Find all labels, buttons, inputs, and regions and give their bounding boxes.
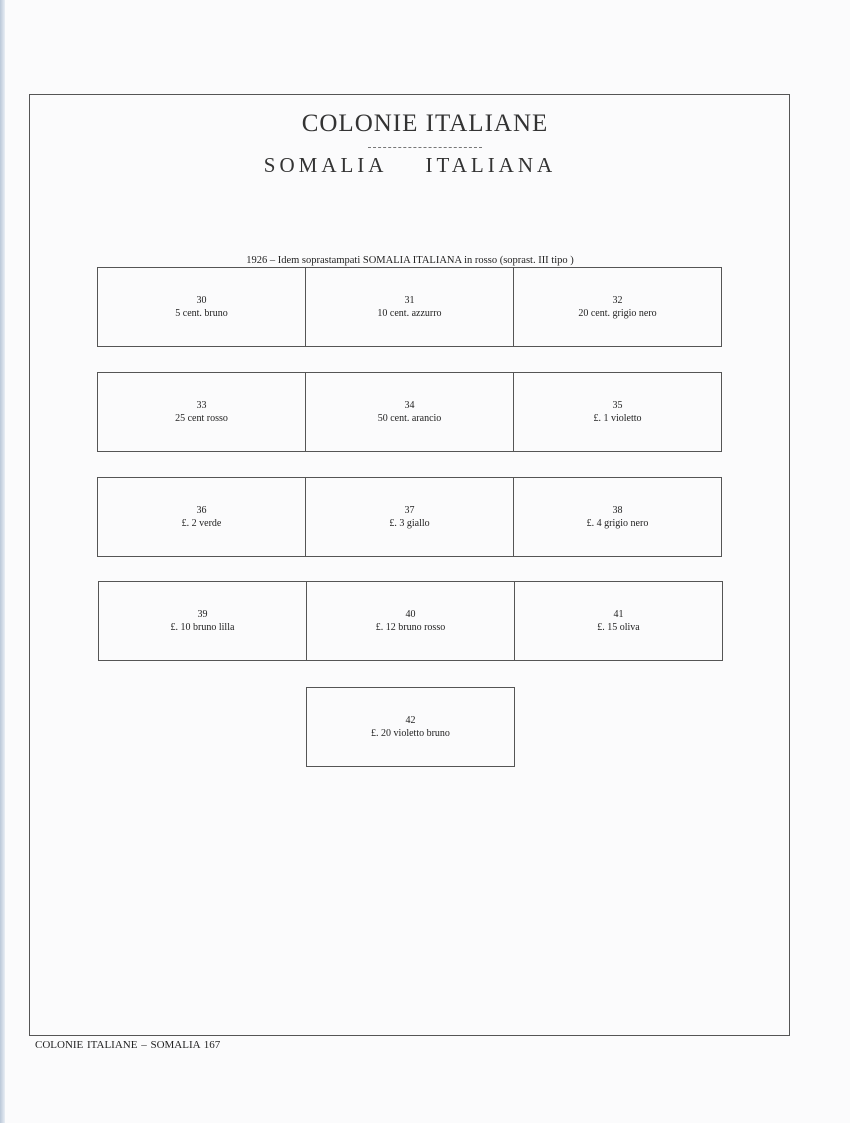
stamp-row-4 bbox=[98, 581, 723, 661]
stamp-number: 36 bbox=[196, 505, 207, 516]
stamp-space-42 bbox=[306, 687, 515, 767]
stamp-number: 34 bbox=[404, 400, 415, 411]
stamp-space-36 bbox=[97, 477, 306, 557]
stamp-number: 33 bbox=[196, 400, 207, 411]
stamp-space-37 bbox=[305, 477, 514, 557]
stamp-space-32 bbox=[513, 267, 722, 347]
stamp-description: £. 4 grigio nero bbox=[586, 518, 649, 529]
stamp-number: 32 bbox=[612, 295, 623, 306]
stamp-row-3 bbox=[97, 477, 722, 557]
stamp-row-5 bbox=[306, 687, 515, 767]
stamp-space-40 bbox=[306, 581, 515, 661]
stamp-space-34 bbox=[305, 372, 514, 452]
stamp-description: £. 15 oliva bbox=[597, 622, 640, 633]
page-frame bbox=[29, 94, 790, 1036]
stamp-number: 30 bbox=[196, 295, 207, 306]
stamp-space-39 bbox=[98, 581, 307, 661]
page-subtitle: SOMALIA ITALIANA bbox=[263, 153, 557, 177]
stamp-number: 38 bbox=[612, 505, 623, 516]
page-footer: COLONIE ITALIANE – SOMALIA 167 bbox=[35, 1039, 221, 1051]
stamp-description: 10 cent. azzurro bbox=[377, 308, 442, 319]
stamp-space-30 bbox=[97, 267, 306, 347]
stamp-number: 41 bbox=[613, 609, 624, 620]
stamp-number: 39 bbox=[197, 609, 208, 620]
stamp-number: 42 bbox=[405, 715, 416, 726]
stamp-space-31 bbox=[305, 267, 514, 347]
stamp-description: £. 2 verde bbox=[181, 518, 222, 529]
stamp-row-1 bbox=[97, 267, 722, 347]
stamp-description: 5 cent. bruno bbox=[175, 308, 228, 319]
stamp-number: 37 bbox=[404, 505, 415, 516]
series-caption: 1926 – Idem soprastampati SOMALIA ITALIANA in rosso (soprast. III tipo ) bbox=[246, 255, 574, 266]
stamp-description: £. 10 bruno lilla bbox=[170, 622, 235, 633]
page-title: COLONIE ITALIANE bbox=[301, 110, 549, 137]
stamp-description: 25 cent rosso bbox=[175, 413, 228, 424]
stamp-description: £. 20 violetto bruno bbox=[371, 728, 450, 739]
stamp-description: 50 cent. arancio bbox=[377, 413, 442, 424]
stamp-space-35 bbox=[513, 372, 722, 452]
stamp-space-33 bbox=[97, 372, 306, 452]
stamp-description: £. 3 giallo bbox=[389, 518, 430, 529]
stamp-space-38 bbox=[513, 477, 722, 557]
stamp-space-41 bbox=[514, 581, 723, 661]
stamp-number: 40 bbox=[405, 609, 416, 620]
stamp-row-2 bbox=[97, 372, 722, 452]
stamp-description: 20 cent. grigio nero bbox=[578, 308, 657, 319]
stamp-description: £. 1 violetto bbox=[593, 413, 642, 424]
title-divider bbox=[368, 147, 482, 148]
stamp-number: 35 bbox=[612, 400, 623, 411]
stamp-number: 31 bbox=[404, 295, 415, 306]
stamp-description: £. 12 bruno rosso bbox=[375, 622, 446, 633]
